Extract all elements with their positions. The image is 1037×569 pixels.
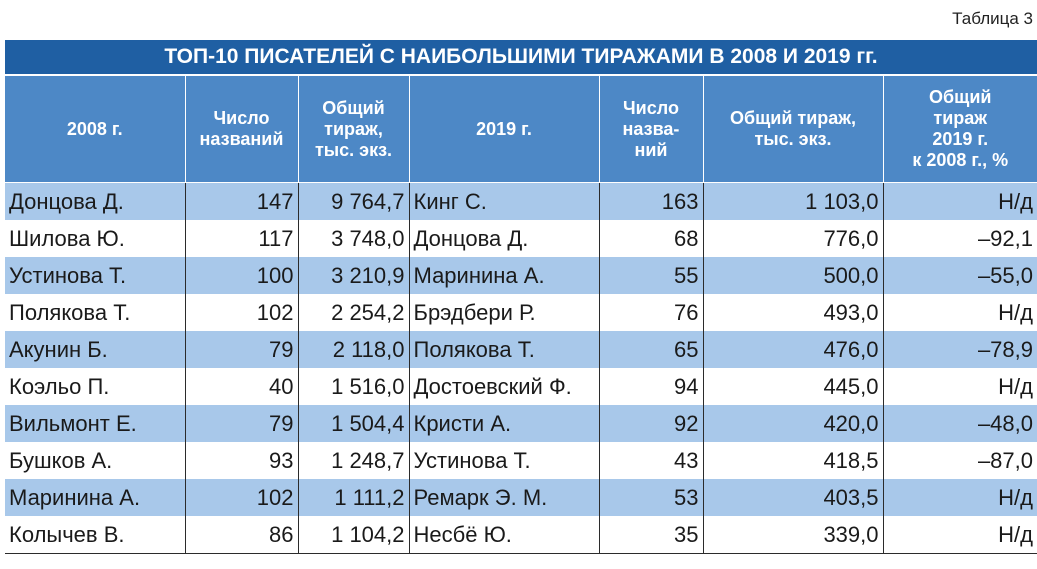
cell-titles-2008: 86 <box>185 516 298 554</box>
cell-author-2019: Устинова Т. <box>409 442 599 479</box>
header-titles-2008 <box>185 75 298 183</box>
header-line: тыс. экз. <box>754 129 832 149</box>
cell-author-2019: Кинг С. <box>409 183 599 221</box>
table-row <box>5 442 1037 479</box>
table-row <box>5 405 1037 442</box>
cell-circulation-2008: 1 104,2 <box>298 516 409 554</box>
cell-author-2019: Полякова Т. <box>409 331 599 368</box>
cell-author-2019: Донцова Д. <box>409 220 599 257</box>
cell-author-2019: Кристи А. <box>409 405 599 442</box>
table-row <box>5 368 1037 405</box>
cell-titles-2019: 55 <box>599 257 703 294</box>
cell-author-2008: Донцова Д. <box>5 183 185 221</box>
cell-titles-2008: 93 <box>185 442 298 479</box>
cell-author-2008: Устинова Т. <box>5 257 185 294</box>
header-line: названий <box>199 129 284 149</box>
cell-change-percent: –87,0 <box>883 442 1037 479</box>
cell-circulation-2019: 476,0 <box>703 331 883 368</box>
cell-circulation-2008: 1 504,4 <box>298 405 409 442</box>
cell-titles-2008: 102 <box>185 479 298 516</box>
header-line: 2019 г. <box>476 118 532 139</box>
header-line: Число <box>213 108 270 128</box>
cell-circulation-2008: 3 748,0 <box>298 220 409 257</box>
header-change-percent <box>883 75 1037 183</box>
cell-author-2019: Брэдбери Р. <box>409 294 599 331</box>
header-titles-2019 <box>599 75 703 183</box>
header-line: назва- <box>622 118 680 139</box>
cell-circulation-2008: 9 764,7 <box>298 183 409 221</box>
cell-titles-2008: 102 <box>185 294 298 331</box>
header-circulation-2019 <box>703 75 883 183</box>
cell-author-2008: Маринина А. <box>5 479 185 516</box>
cell-change-percent: –48,0 <box>883 405 1037 442</box>
table-row <box>5 257 1037 294</box>
cell-change-percent: Н/д <box>883 516 1037 554</box>
header-line: 2019 г. <box>932 129 989 149</box>
cell-circulation-2008: 1 111,2 <box>298 479 409 516</box>
cell-circulation-2019: 403,5 <box>703 479 883 516</box>
cell-author-2008: Бушков А. <box>5 442 185 479</box>
cell-titles-2019: 92 <box>599 405 703 442</box>
cell-circulation-2008: 3 210,9 <box>298 257 409 294</box>
header-line: тираж, <box>324 118 383 139</box>
cell-circulation-2019: 339,0 <box>703 516 883 554</box>
cell-titles-2019: 94 <box>599 368 703 405</box>
table-row <box>5 331 1037 368</box>
header-line: Число <box>623 97 679 118</box>
table-title: ТОП-10 ПИСАТЕЛЕЙ С НАИБОЛЬШИМИ ТИРАЖАМИ В 2008 И 2019 гг. <box>5 40 1037 75</box>
cell-change-percent: –92,1 <box>883 220 1037 257</box>
cell-titles-2008: 79 <box>185 331 298 368</box>
table-row <box>5 516 1037 554</box>
table-row <box>5 220 1037 257</box>
cell-author-2008: Вильмонт Е. <box>5 405 185 442</box>
header-line: тыс. экз. <box>314 139 393 160</box>
cell-author-2019: Ремарк Э. М. <box>409 479 599 516</box>
cell-circulation-2019: 445,0 <box>703 368 883 405</box>
cell-circulation-2019: 1 103,0 <box>703 183 883 221</box>
cell-author-2008: Акунин Б. <box>5 331 185 368</box>
cell-titles-2019: 68 <box>599 220 703 257</box>
header-line: Общий тираж, <box>729 108 857 128</box>
cell-change-percent: Н/д <box>883 479 1037 516</box>
cell-titles-2008: 147 <box>185 183 298 221</box>
header-year-2008 <box>5 75 185 183</box>
header-line: ний <box>634 139 668 160</box>
cell-titles-2008: 117 <box>185 220 298 257</box>
cell-change-percent: Н/д <box>883 183 1037 221</box>
header-line: 2008 г. <box>66 118 123 139</box>
table-row <box>5 479 1037 516</box>
cell-circulation-2008: 2 118,0 <box>298 331 409 368</box>
cell-author-2008: Полякова Т. <box>5 294 185 331</box>
cell-circulation-2019: 776,0 <box>703 220 883 257</box>
cell-titles-2019: 35 <box>599 516 703 554</box>
cell-titles-2019: 76 <box>599 294 703 331</box>
table-row <box>5 183 1037 221</box>
cell-author-2008: Коэльо П. <box>5 368 185 405</box>
table-caption: Таблица 3 <box>952 9 1033 28</box>
cell-circulation-2019: 500,0 <box>703 257 883 294</box>
header-year-2019 <box>409 75 599 183</box>
cell-circulation-2019: 493,0 <box>703 294 883 331</box>
header-line: Общий <box>322 97 385 118</box>
header-circulation-2008 <box>298 75 409 183</box>
cell-change-percent: –78,9 <box>883 331 1037 368</box>
cell-change-percent: Н/д <box>883 294 1037 331</box>
cell-author-2019: Достоевский Ф. <box>409 368 599 405</box>
header-line: к 2008 г., % <box>912 150 1009 170</box>
cell-titles-2019: 43 <box>599 442 703 479</box>
header-line: тираж <box>933 108 988 128</box>
cell-circulation-2008: 1 516,0 <box>298 368 409 405</box>
cell-change-percent: –55,0 <box>883 257 1037 294</box>
cell-titles-2019: 53 <box>599 479 703 516</box>
cell-titles-2019: 65 <box>599 331 703 368</box>
cell-titles-2019: 163 <box>599 183 703 221</box>
cell-author-2019: Маринина А. <box>409 257 599 294</box>
cell-circulation-2008: 2 254,2 <box>298 294 409 331</box>
cell-titles-2008: 100 <box>185 257 298 294</box>
cell-circulation-2008: 1 248,7 <box>298 442 409 479</box>
cell-titles-2008: 79 <box>185 405 298 442</box>
cell-change-percent: Н/д <box>883 368 1037 405</box>
header-line: Общий <box>929 87 992 107</box>
writers-table <box>5 40 1037 554</box>
table-row <box>5 294 1037 331</box>
cell-circulation-2019: 420,0 <box>703 405 883 442</box>
cell-circulation-2019: 418,5 <box>703 442 883 479</box>
cell-author-2008: Колычев В. <box>5 516 185 554</box>
cell-author-2019: Несбё Ю. <box>409 516 599 554</box>
cell-author-2008: Шилова Ю. <box>5 220 185 257</box>
cell-titles-2008: 40 <box>185 368 298 405</box>
